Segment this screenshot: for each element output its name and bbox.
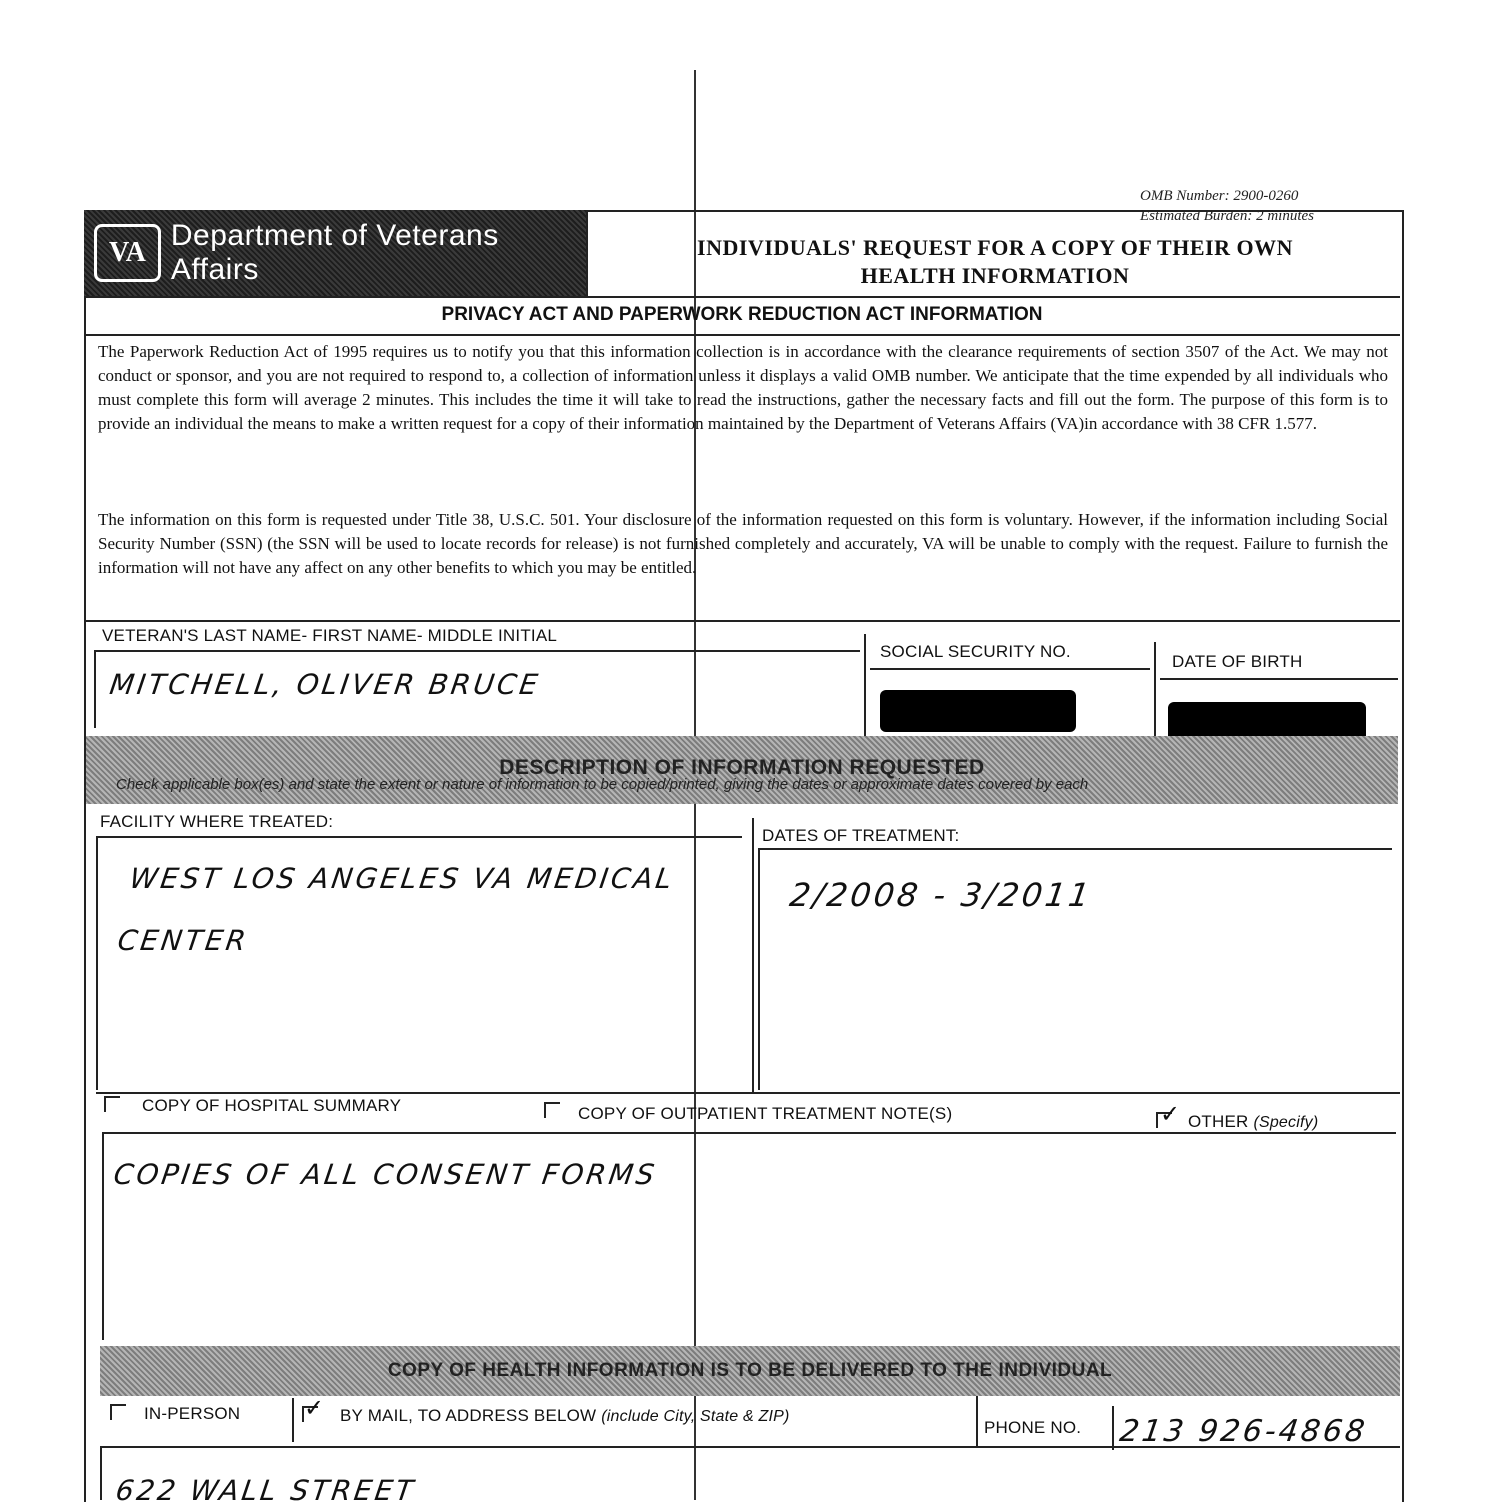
dob-field-top xyxy=(1160,678,1398,680)
address-field-left xyxy=(100,1446,102,1500)
paperwork-paragraph: The Paperwork Reduction Act of 1995 requires us to notify you that this information collection is in accordance with the clearance requirements of section 3507 of the Act. We may not conduct or sponsor, and you are not required to respond to, a collection of information unless it displays a valid OMB number. We anticipate that the time expended by all individuals who must complete this form will average 2 minutes. This includes the time it will take to read the instructions, gather the necessary facts and fill out the form. The purpose of this form is to provide an individual the means to make a written request for a copy of their information maintained by the Department of Veterans Affairs (VA)in accordance with 38 CFR 1.577. xyxy=(98,342,1388,433)
outpatient-notes-label: COPY OF OUTPATIENT TREATMENT NOTE(S) xyxy=(578,1104,953,1123)
phone-field-left xyxy=(1112,1406,1114,1450)
dates-divider xyxy=(752,818,754,1092)
other-check-mark: ✓ xyxy=(1160,1101,1181,1128)
form-title xyxy=(600,234,1390,290)
description-title: DESCRIPTION OF INFORMATION REQUESTED xyxy=(499,756,985,779)
delivery-divider-1 xyxy=(292,1398,294,1442)
ssn-field-top xyxy=(870,668,1150,670)
dob-label: DATE OF BIRTH xyxy=(1172,652,1303,671)
in-person-label: IN-PERSON xyxy=(144,1404,241,1423)
omb-number: OMB Number: 2900-0260 xyxy=(1140,188,1299,204)
facility-field-top xyxy=(96,836,742,838)
ssn-label: SOCIAL SECURITY NO. xyxy=(880,642,1071,661)
facility-line1[interactable]: WEST LOS ANGELES VA MEDICAL xyxy=(127,862,677,895)
dates-field-top xyxy=(758,848,1392,850)
disclosure-paragraph: The information on this form is requested under Title 38, U.S.C. 501. Your disclosure of the information requested on this form is voluntary. However, if the information including Social Security Number (SSN) (the SSN will be used to locate records for release) is not furnished completely and accurately, VA will be unable to comply with the request. Failure to furnish the information will not have any affect on any other benefits to which you may be entitled. xyxy=(98,510,1388,577)
va-seal-icon: VA xyxy=(94,224,161,282)
other-label-text: OTHER xyxy=(1188,1112,1249,1131)
other-specify-text: (Specify) xyxy=(1253,1114,1319,1131)
delivery-title: COPY OF HEALTH INFORMATION IS TO BE DELIVERED TO THE INDIVIDUAL xyxy=(387,1360,1113,1381)
va-logo-banner xyxy=(84,210,588,298)
by-mail-label xyxy=(340,1406,790,1426)
options-top-divider xyxy=(96,1092,1400,1094)
hospital-summary-label: COPY OF HOSPITAL SUMMARY xyxy=(142,1096,402,1115)
outpatient-notes-checkbox[interactable] xyxy=(544,1102,560,1118)
facility-line2[interactable]: CENTER xyxy=(115,924,251,957)
privacy-divider xyxy=(84,334,1400,336)
dates-label: DATES OF TREATMENT: xyxy=(762,826,960,845)
phone-label: PHONE NO. xyxy=(984,1418,1082,1437)
other-field-top xyxy=(102,1132,1396,1134)
in-person-checkbox[interactable] xyxy=(110,1404,126,1420)
veteran-name-label: VETERAN'S LAST NAME- FIRST NAME- MIDDLE INITIAL xyxy=(102,626,558,645)
other-specify-field[interactable]: COPIES OF ALL CONSENT FORMS xyxy=(111,1158,660,1191)
by-mail-label-text: BY MAIL, TO ADDRESS BELOW xyxy=(340,1406,597,1425)
department-name: Department of Veterans Affairs xyxy=(170,219,499,286)
facility-label: FACILITY WHERE TREATED: xyxy=(100,812,334,831)
other-field-left xyxy=(102,1132,104,1340)
ssn-left-border xyxy=(864,634,866,752)
dates-field-left xyxy=(758,848,760,1090)
ssn-redaction xyxy=(880,690,1076,732)
name-field-left xyxy=(94,650,96,728)
other-label xyxy=(1188,1112,1318,1132)
delivery-divider-2 xyxy=(976,1396,978,1448)
description-instructions: Check applicable box(es) and state the extent or nature of information to be copied/printed, giving the dates or approximate dates covered by each xyxy=(116,776,1089,793)
phone-field[interactable]: 213 926-4868 xyxy=(1117,1414,1370,1449)
facility-field-left xyxy=(96,836,98,1090)
veteran-name-field[interactable]: MITCHELL, OLIVER BRUCE xyxy=(107,668,543,701)
form-title-line2: HEALTH INFORMATION xyxy=(860,263,1130,288)
address-field-top xyxy=(100,1446,1400,1448)
name-field-top xyxy=(94,650,860,652)
form-title-line1: INDIVIDUALS' REQUEST FOR A COPY OF THEIR OWN xyxy=(697,235,1293,260)
by-mail-check-mark: ✓ xyxy=(304,1395,325,1422)
address-field[interactable]: 622 WALL STREET xyxy=(113,1474,419,1507)
veteran-top-divider xyxy=(84,620,1400,622)
omb-burden: Estimated Burden: 2 minutes xyxy=(1140,208,1315,224)
header-divider xyxy=(586,296,1400,298)
hospital-summary-checkbox[interactable] xyxy=(104,1096,120,1112)
dates-field[interactable]: 2/2008 - 3/2011 xyxy=(787,876,1095,914)
privacy-section-title: PRIVACY ACT AND PAPERWORK REDUCTION ACT INFORMATION xyxy=(441,304,1043,325)
by-mail-note: (include City, State & ZIP) xyxy=(601,1408,790,1425)
